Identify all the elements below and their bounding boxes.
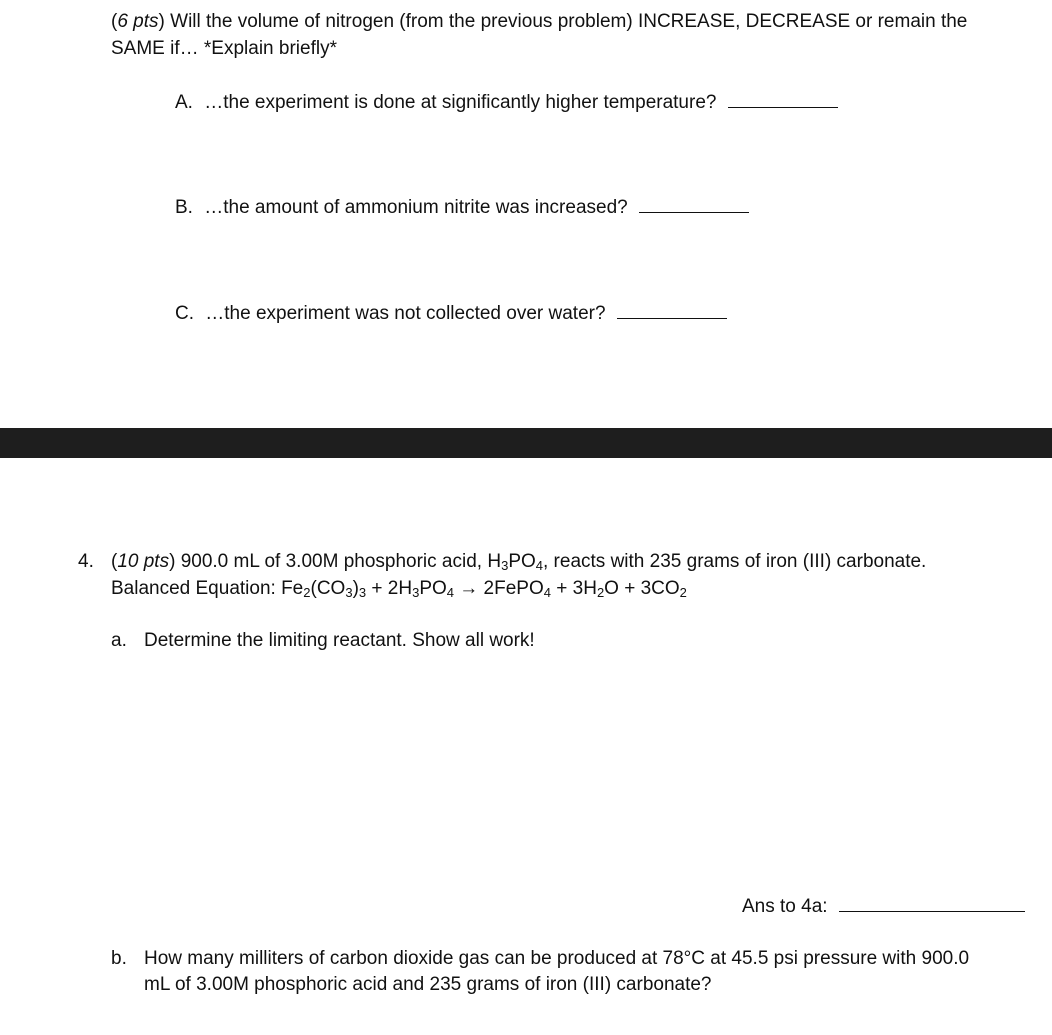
answer-4a-label: Ans to 4a: [742, 896, 828, 917]
q3-points: 6 pts [117, 11, 159, 32]
q3-item-a-marker: A. [175, 92, 193, 113]
q3-item-c [175, 300, 727, 327]
q3-item-a-text: …the experiment is done at significantly higher temperature? [204, 92, 717, 113]
q3-item-a [175, 89, 838, 116]
q3-intro-line2: SAME if… *Explain briefly* [111, 38, 337, 59]
answer-blank-4a[interactable] [839, 893, 1025, 912]
answer-blank-b[interactable] [639, 194, 749, 213]
q4-intro: (10 pts) 900.0 mL of 3.00M phosphoric acid, $H_3PO_4$, reacts with 235 grams of iron (III) carbonate. [111, 551, 927, 573]
q4-points: 10 pts [117, 551, 170, 572]
q4-part-a-text: Determine the limiting reactant. Show all work! [144, 630, 535, 651]
answer-blank-c[interactable] [617, 300, 727, 319]
answer-4a [742, 893, 1025, 920]
q3-item-c-marker: C. [175, 303, 194, 324]
balanced-equation: Balanced Equation: $Fe_2(CO_3)_3 + 2H_3PO_4$ → 2FePO$_4$ + $3H_2O + 3CO_2$ [111, 578, 687, 600]
q4-part-b-marker: b. [111, 948, 127, 969]
answer-blank-a[interactable] [728, 89, 838, 108]
q3-intro-text: Will the volume of nitrogen (from the previous problem) INCREASE, DECREASE or remain the [164, 11, 968, 32]
q3-item-c-text: …the experiment was not collected over water? [205, 303, 606, 324]
q3-intro-line1: (6 pts) Will the volume of nitrogen (from the previous problem) INCREASE, DECREASE or remain the [111, 11, 968, 32]
equation-label: Balanced Equation: [111, 578, 282, 599]
q3-item-b-text: …the amount of ammonium nitrite was increased? [204, 197, 628, 218]
page-divider [0, 428, 1052, 458]
q3-item-b-marker: B. [175, 197, 193, 218]
q4-number: 4. [78, 551, 94, 572]
q3-item-b [175, 194, 749, 221]
q4-part-b-line1: How many milliters of carbon dioxide gas can be produced at 78°C at 45.5 psi pressure with 900.0 [144, 948, 970, 969]
q4-part-a-marker: a. [111, 630, 127, 651]
q4-part-b-line2: mL of 3.00M phosphoric acid and 235 grams of iron (III) carbonate? [144, 974, 712, 995]
